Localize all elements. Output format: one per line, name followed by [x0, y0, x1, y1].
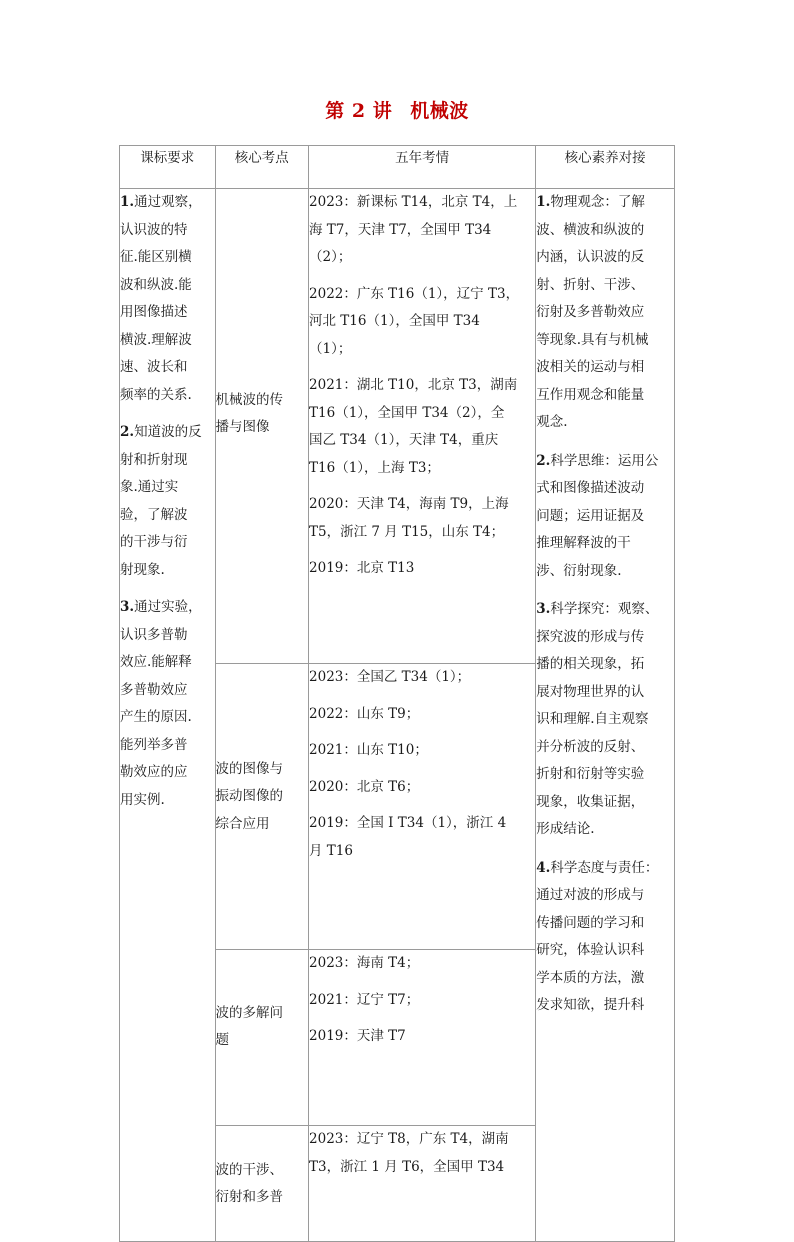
literacy-item: 2.科学思维：运用公 式和图像描述波动 问题；运用证据及 推理解释波的干 涉、衍射现象. — [536, 452, 659, 579]
literacy-item: 3.科学探究：观察、 探究波的形成与传 播的相关现象，拓 展对物理世界的认 识和理解.自主观察 并分析波的反射、 折射和衍射等实验 现象，收集证据， 形成结论. — [536, 601, 659, 837]
topic-name: 波的多解问 题 — [215, 1004, 284, 1048]
topic-name: 机械波的传 播与图像 — [215, 391, 284, 435]
exam-entry: 2023：辽宁 T8，广东 T4，湖南 T3，浙江 1 月 T6，全国甲 T34 — [309, 1131, 509, 1175]
exam-entry: 2023：新课标 T14，北京 T4，上 海 T7，天津 T7，全国甲 T34 （2）； — [309, 194, 518, 265]
lecture-topic: 机械波 — [410, 100, 469, 122]
exam-cell — [309, 189, 536, 664]
page-title — [0, 96, 794, 123]
table-row — [120, 189, 675, 664]
requirement-item: 3.通过实验， 认识多普勒 效应.能解释 多普勒效应 产生的原因. 能列举多普 勒效应的应 用实例. — [120, 599, 202, 808]
exam-entry: 2022：山东 T9； — [309, 705, 420, 722]
requirement-item: 2.知道波的反 射和折射现 象.通过实 验，了解波 的干涉与衍 射现象. — [120, 424, 202, 578]
exam-cell — [309, 1126, 536, 1242]
exam-cell — [309, 950, 536, 1126]
exam-entry: 2020：天津 T4，海南 T9，上海 T5，浙江 7 月 T15，山东 T4； — [309, 496, 509, 540]
exam-entry: 2023：海南 T4； — [309, 955, 420, 971]
exam-entry: 2021：辽宁 T7； — [309, 991, 420, 1008]
header-curriculum-requirements: 课标要求 — [120, 146, 216, 189]
lecture-number: 第 2 讲 — [325, 100, 393, 122]
exam-entry: 2020：北京 T6； — [309, 778, 420, 795]
exam-cell — [309, 664, 536, 950]
exam-entry: 2019：天津 T7 — [309, 1028, 406, 1044]
table-header-row — [120, 146, 675, 189]
literacy-item: 4.科学态度与责任： 通过对波的形成与 传播问题的学习和 研究，体验认识科 学本质的方法，激 发求知欲，提升科 — [536, 859, 659, 1013]
requirement-item: 1.通过观察， 认识波的特 征.能区别横 波和纵波.能 用图像描述 横波.理解波 速、波长和 频率的关系. — [120, 194, 202, 403]
exam-entry: 2022：广东 T16（1），辽宁 T3， 河北 T16（1），全国甲 T34 （1）； — [309, 285, 520, 357]
exam-entry: 2021：山东 T10； — [309, 742, 428, 758]
topic-cell — [215, 950, 309, 1126]
header-core-topics: 核心考点 — [215, 146, 309, 189]
exam-entry: 2021：湖北 T10，北京 T3，湖南 T16（1），全国甲 T34（2），全 国乙 T34（1），天津 T4，重庆 T16（1），上海 T3； — [309, 377, 518, 476]
exam-entry: 2019：全国 I T34（1），浙江 4 月 T16 — [309, 815, 507, 859]
literacy-cell — [536, 189, 675, 1242]
exam-entry: 2023：全国乙 T34（1）； — [309, 669, 471, 685]
curriculum-table — [119, 145, 675, 1242]
topic-name: 波的图像与 振动图像的 综合应用 — [215, 760, 284, 832]
topic-cell — [215, 664, 309, 950]
topic-name: 波的干涉、 衍射和多普 — [215, 1161, 284, 1205]
exam-entry: 2019：北京 T13 — [309, 560, 415, 576]
header-core-literacy: 核心素养对接 — [536, 146, 675, 189]
literacy-item: 1.物理观念：了解 波、横波和纵波的 内涵，认识波的反 射、折射、干涉、 衍射及多普勒效应 等现象.具有与机械 波相关的运动与相 互作用观念和能量 观念. — [536, 194, 649, 430]
topic-cell — [215, 189, 309, 664]
header-five-year-exams: 五年考情 — [309, 146, 536, 189]
topic-cell — [215, 1126, 309, 1242]
requirements-cell — [120, 189, 216, 1242]
